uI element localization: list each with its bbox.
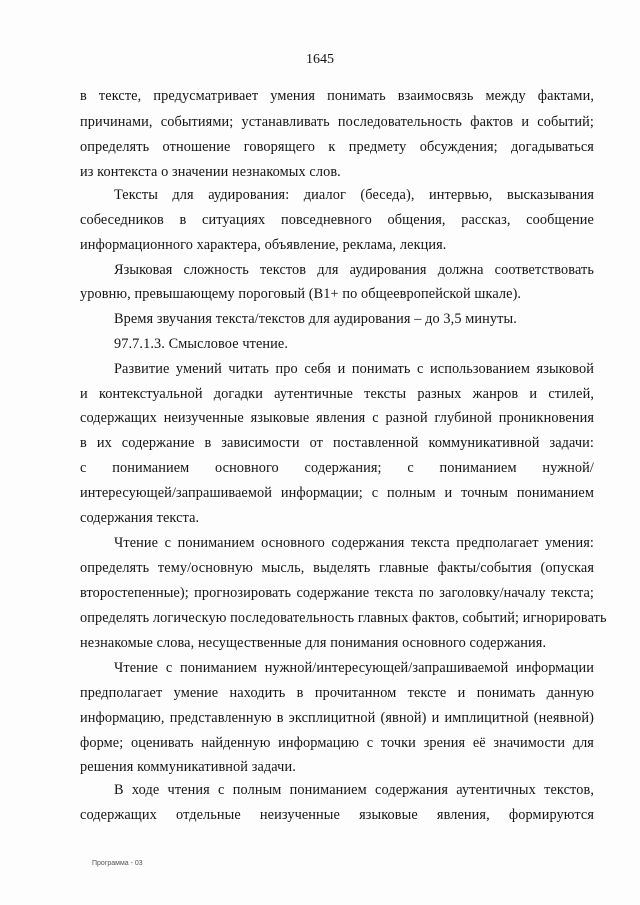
paragraph-line: определять логическую последовательность главных фактов, событий; игнорировать <box>80 610 607 626</box>
paragraph-line: определять тему/основную мысль, выделять главные факты/события (опуская <box>80 560 594 576</box>
paragraph-line: определять отношение говорящего к предмету обсуждения; догадываться <box>80 139 594 155</box>
paragraph-line: незнакомые слова, несущественные для понимания основного содержания. <box>80 635 547 651</box>
paragraph-line: содержания текста. <box>80 510 200 526</box>
paragraph-line: Языковая сложность текстов для аудирования должна соответствовать <box>114 262 594 278</box>
paragraph-line: информационного характера, объявление, реклама, лекция. <box>80 237 447 253</box>
paragraph-line: из контекста о значении незнакомых слов. <box>80 164 341 180</box>
paragraph-line: решения коммуникативной задачи. <box>80 759 296 775</box>
paragraph-line: Чтение с пониманием нужной/интересующей/запрашиваемой информации <box>114 660 594 676</box>
paragraph-line: В ходе чтения с полным пониманием содержания аутентичных текстов, <box>114 782 594 798</box>
page-number: 1645 <box>306 52 334 67</box>
paragraph-line: уровню, превышающему пороговый (В1+ по общеевропейской шкале). <box>80 286 522 302</box>
paragraph-line: содержащих отдельные неизученные языковые явления, формируются <box>80 807 594 823</box>
paragraph-line: с пониманием основного содержания; с пониманием нужной/ <box>80 460 594 476</box>
paragraph-line: причинами, событиями; устанавливать последовательность фактов и событий; <box>80 114 594 130</box>
paragraph-line: Время звучания текста/текстов для аудирования – до 3,5 минуты. <box>114 311 517 327</box>
paragraph-line: второстепенные); прогнозировать содержание текста по заголовку/началу текста; <box>80 585 594 601</box>
paragraph-line: Развитие умений читать про себя и понимать с использованием языковой <box>114 361 594 377</box>
paragraph-line: и контекстуальной догадки аутентичные тексты разных жанров и стилей, <box>80 386 594 402</box>
paragraph-line: предполагает умение находить в прочитанном тексте и понимать данную <box>80 685 594 701</box>
paragraph-line: форме; оценивать найденную информацию с точки зрения её значимости для <box>80 735 594 751</box>
paragraph-line: Чтение с пониманием основного содержания текста предполагает умения: <box>114 535 594 551</box>
page-footer: Программа - 03 <box>92 860 143 867</box>
section-heading: 97.7.1.3. Смысловое чтение. <box>114 336 289 352</box>
paragraph-line: Тексты для аудирования: диалог (беседа), интервью, высказывания <box>114 187 594 203</box>
paragraph-line: информацию, представленную в эксплицитной (явной) и имплицитной (неявной) <box>80 710 594 726</box>
paragraph-line: в их содержание в зависимости от поставленной коммуникативной задачи: <box>80 435 594 451</box>
paragraph-line: собеседников в ситуациях повседневного общения, рассказ, сообщение <box>80 212 594 228</box>
paragraph-line: в тексте, предусматривает умения понимать взаимосвязь между фактами, <box>80 88 594 104</box>
paragraph-line: интересующей/запрашиваемой информации; с полным и точным пониманием <box>80 485 594 501</box>
paragraph-line: содержащих неизученные языковые явления с разной глубиной проникновения <box>80 410 594 426</box>
